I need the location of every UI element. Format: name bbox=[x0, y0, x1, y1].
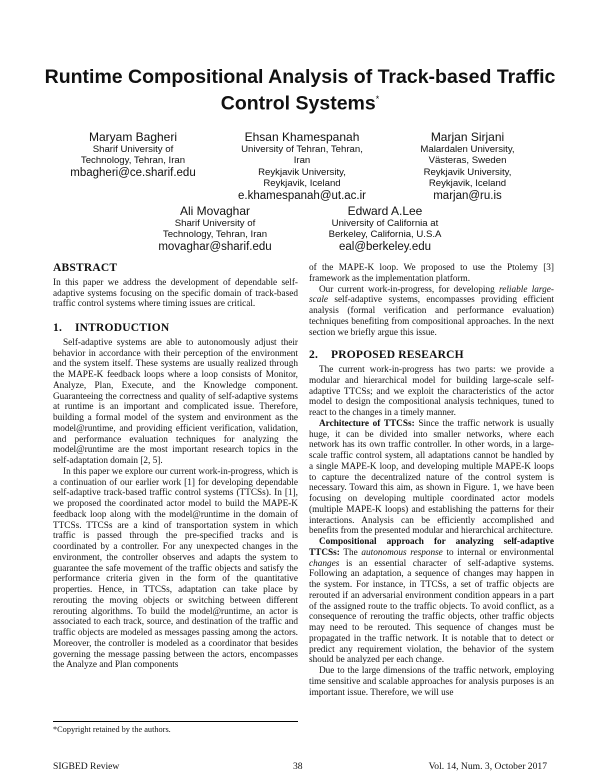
author-affiliation: Malardalen University, bbox=[420, 144, 515, 155]
author-affiliation: Technology, Tehran, Iran bbox=[162, 229, 268, 241]
abstract-heading: ABSTRACT bbox=[53, 262, 118, 274]
abstract-text: In this paper we address the development of dependable self-adaptive systems focusing on the specific domain of track-based traffic control systems where timing issues are critical. bbox=[53, 277, 298, 310]
emphasis: autonomous response bbox=[361, 547, 443, 558]
author-name: Ehsan Khamespanah bbox=[244, 130, 360, 144]
paragraph bbox=[309, 419, 554, 537]
author-affiliation: Västeras, Sweden bbox=[428, 155, 507, 167]
paragraph: of the MAPE-K loop. We proposed to use the Ptolemy [3] framework as the implementation platform. bbox=[309, 263, 554, 284]
title-footnote-mark: * bbox=[375, 94, 380, 104]
text-run: is an essential character of self-adaptive systems. Following an adaptation, a sequence of changes may happen in the system. For instance, in TTCSs, a set of traffic objects are rerouted if an adversarial environment condition appears in a part of the assigned route to the traffic objects. To avoid conflict, as a consequence of rerouting the traffic objects, other traffic objects may need to be rerouted. This sequence of changes must be propagated in the traffic network. It is notable that to detect or predict any requirement violation, the behavior of the system should be analyzed per each change. bbox=[309, 558, 554, 666]
author-name: Edward A.Lee bbox=[347, 204, 423, 218]
paper-title bbox=[40, 66, 560, 115]
section-number: 1. bbox=[53, 322, 63, 334]
section-title: INTRODUCTION bbox=[75, 322, 170, 334]
section-number: 2. bbox=[309, 349, 319, 362]
author-block bbox=[222, 130, 382, 203]
copyright-footnote: *Copyright retained by the authors. bbox=[53, 721, 298, 734]
section-heading-proposed-research bbox=[309, 350, 554, 361]
author-block bbox=[58, 130, 208, 180]
author-email[interactable]: marjan@ru.is bbox=[433, 189, 502, 202]
author-affiliation: Reykjavik University, bbox=[423, 166, 512, 178]
paragraph bbox=[309, 537, 554, 666]
author-affiliation: Reykjavik, Iceland bbox=[428, 178, 507, 190]
footer-venue: SIGBED Review bbox=[53, 761, 120, 772]
author-affiliation: Berkeley, California, U.S.A bbox=[328, 229, 442, 241]
author-affiliation: Sharif University of bbox=[174, 218, 256, 229]
author-block bbox=[395, 130, 540, 203]
paragraph: In this paper we explore our current work-in-progress, which is a continuation of our earlier work [1] for developing dependable self-adaptive track-based traffic control systems (TTCSs). In [1], we proposed the coordinated actor model to build the MAPE-K feedback loop along with the model@runtime in the domain of TTCSs. TTCSs are a kind of transportation system in which traffic is passed through the pre-specified tracks and is coordinated by a controller. For any unexpected changes in the environment, the controller observes and adapts the system to guarantee the safe movement of the traffic objects and satisfy the performance criteria given in the form of the quantitative properties. Hence, in TTCSs, adaptation can take place by rerouting the moving objects or switching between different rerouting algorithms. To build the model@runtime, an actor is associated to each track, source, and destination of the traffic and traffic objects are modeled as messages passing among the actors. Moreover, the controller is modeled as a coordinator that besides governing the message passing between the actors, encompasses the Analyze and Plan components bbox=[53, 466, 298, 671]
text-run: self-adaptive systems, encompasses providing efficient analysis (formal verification and performance evaluation) techniques benefiting from compositional approaches. In the next section we briefly argue this issue. bbox=[309, 295, 554, 338]
emphasis: changes bbox=[309, 558, 340, 569]
author-name: Marjan Sirjani bbox=[430, 130, 505, 144]
left-column bbox=[53, 263, 298, 671]
author-affiliation: Iran bbox=[293, 155, 311, 167]
author-affiliation: Sharif University of bbox=[92, 144, 174, 155]
footer-volume: Vol. 14, Num. 3, October 2017 bbox=[428, 761, 547, 772]
author-email[interactable]: movaghar@sharif.edu bbox=[158, 240, 272, 253]
run-in-heading: Architecture of TTCSs: bbox=[319, 418, 415, 429]
author-name: Maryam Bagheri bbox=[88, 130, 178, 144]
paragraph: The current work-in-progress has two parts: we provide a modular and hierarchical model for building large-scale self-adaptive TTCSs; and we exploit the characteristics of the actor model to design the compositional analysis techniques, tuned to react to the changes in a timely manner. bbox=[309, 365, 554, 418]
section-title: PROPOSED RESEARCH bbox=[331, 349, 464, 362]
title-text: Runtime Compositional Analysis of Track-based Traffic Control Systems bbox=[44, 66, 556, 115]
text-run: Since the traffic network is usually huge, it can be divided into smaller networks, where each network has its own traffic controller. In other words, in a large-scale traffic control system, all adaptations cannot be handled by a single MAPE-K loop, and developing multiple MAPE-K loops to capture the decentralized nature of the control system is necessary. Toward this aim, as shown in Figure. 1, we have been focusing on developing multiple coordinated actor models (multiple MAPE-K loops) and establishing the patterns for their interactions. Analysis can be efficiently accomplished and benefits from the presented modular and hierarchical architecture. bbox=[309, 418, 554, 537]
emphasis: reliable large-scale bbox=[309, 284, 554, 306]
section-heading-introduction bbox=[53, 323, 298, 334]
author-affiliation: University of Tehran, Tehran, bbox=[241, 144, 363, 155]
page-number: 38 bbox=[293, 761, 303, 772]
author-email[interactable]: e.khamespanah@ut.ac.ir bbox=[237, 189, 367, 202]
text-run: to internal or environmental bbox=[442, 547, 554, 558]
paragraph bbox=[309, 285, 554, 339]
paragraph: Due to the large dimensions of the traffic network, employing time sensitive and scalable approaches for analysis purposes is an important issue. Therefore, we will use bbox=[309, 666, 554, 698]
right-column bbox=[309, 263, 554, 698]
author-email[interactable]: mbagheri@ce.sharif.edu bbox=[70, 166, 196, 179]
author-affiliation: University of California at bbox=[331, 218, 439, 229]
author-affiliation: Reykjavik University, bbox=[258, 166, 346, 178]
author-affiliation: Reykjavik, Iceland bbox=[263, 178, 341, 190]
author-name: Ali Movaghar bbox=[179, 204, 251, 218]
author-affiliation: Technology, Tehran, Iran bbox=[80, 155, 186, 167]
author-block bbox=[305, 204, 465, 254]
author-email[interactable]: eal@berkeley.edu bbox=[338, 240, 432, 253]
text-run: The bbox=[339, 547, 362, 558]
text-run: Our current work-in-progress, for developing bbox=[319, 284, 499, 295]
author-block bbox=[140, 204, 290, 254]
paragraph: Self-adaptive systems are able to autonomously adjust their behavior in accordance with their perception of the environment and the system itself. These systems are usually realized through the MAPE-K feedback loops where a loop consists of Monitor, Analyze, Plan, Execute, and the Knowledge component. Guaranteeing the correctness and quality of self-adaptive systems at runtime is an important and complicated issue. Therefore, building a formal model of the system and environment as the model@runtime, and providing efficient verification, validation, and performance evaluation techniques for analyzing the model@runtime are the most important research topics in the self-adaptation domain [2, 5]. bbox=[53, 337, 298, 466]
run-in-heading: Compositional approach for analyzing self-adaptive TTCSs: bbox=[309, 537, 554, 558]
